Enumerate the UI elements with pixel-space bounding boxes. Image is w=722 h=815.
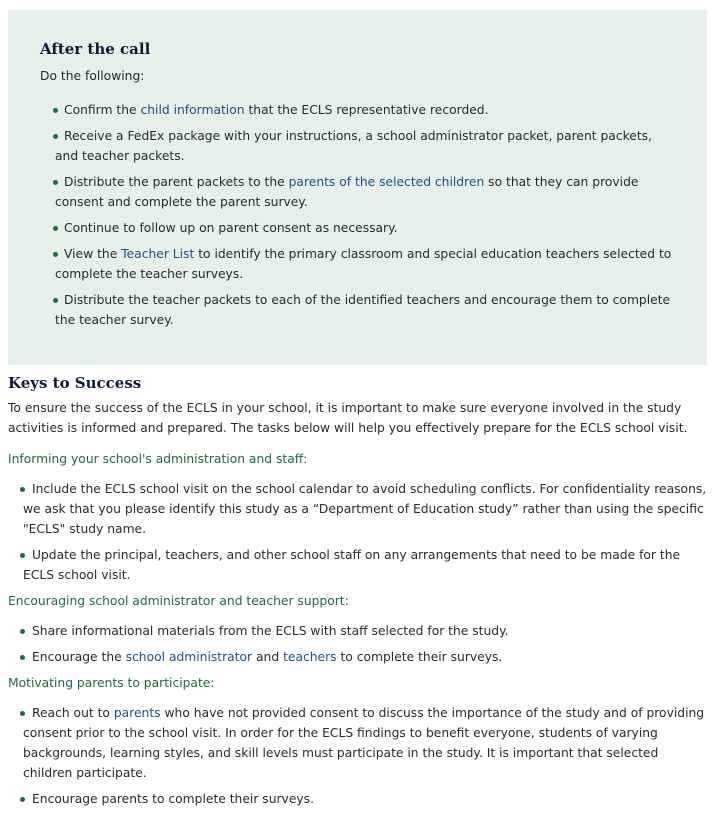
list-item: [40, 126, 679, 166]
list-item: [40, 100, 679, 120]
bullet-icon: [53, 180, 58, 185]
bullet-icon: [20, 629, 25, 634]
list-item-text: [55, 103, 489, 117]
list-item: [8, 789, 708, 809]
list-item: [8, 647, 708, 667]
after-call-callout: [8, 10, 707, 365]
bullet-icon: [20, 655, 25, 660]
text-run: to complete their surveys.: [336, 650, 503, 664]
list-item-text: [23, 548, 680, 582]
list-item: [8, 621, 708, 641]
bullet-icon: [53, 298, 58, 303]
text-run: and: [252, 650, 284, 664]
list-item: [8, 545, 708, 585]
after-call-intro: Do the following:: [40, 69, 145, 83]
text-run: Reach out to: [32, 706, 114, 720]
list-item: [40, 172, 679, 212]
bullet-icon: [53, 134, 58, 139]
text-run: Share informational materials from the ECLS with staff selected for the study.: [32, 624, 509, 638]
text-run: Distribute the teacher packets to each of the identified teachers and encourage them to complete the teacher survey.: [55, 293, 671, 327]
list-item-text: [55, 221, 398, 235]
list-item-text: [23, 624, 509, 638]
text-run: Include the ECLS school visit on the school calendar to avoid scheduling conflicts. For confidentiality reasons, we ask that you please identify this study as a “Department of Education study” rather than using the specific "ECLS" study name.: [23, 482, 707, 536]
text-run: View the: [64, 247, 122, 261]
bullet-icon: [53, 226, 58, 231]
list-item-text: [55, 129, 652, 163]
list-item: [40, 290, 679, 330]
list-item-text: [23, 706, 704, 780]
section-subheading: Informing your school's administration and staff:: [8, 452, 308, 466]
text-run: so that they can provide consent and complete the parent survey.: [55, 175, 639, 209]
section-list: [8, 479, 708, 585]
text-run: Continue to follow up on parent consent as necessary.: [64, 221, 398, 235]
inline-link[interactable]: Teacher List: [121, 247, 195, 261]
text-run: to identify the primary classroom and special education teachers selected to complete the teacher surveys.: [55, 247, 672, 281]
list-item: [40, 244, 679, 284]
inline-link[interactable]: child information: [140, 103, 245, 117]
list-item: [40, 218, 679, 238]
text-run: Encourage parents to complete their surveys.: [32, 792, 314, 806]
text-run: Encourage the: [32, 650, 126, 664]
keys-sections: [8, 449, 708, 809]
text-run: Confirm the: [64, 103, 141, 117]
list-item: [8, 479, 708, 539]
bullet-icon: [20, 711, 25, 716]
list-item-text: [23, 650, 502, 664]
bullet-icon: [20, 553, 25, 558]
list-item: [8, 703, 708, 783]
list-item-text: [23, 792, 314, 806]
bullet-icon: [20, 797, 25, 802]
section-list: [8, 621, 708, 667]
text-run: who have not provided consent to discuss the importance of the study and of providing consent prior to the school visit. In order for the ECLS findings to benefit everyone, students of varying backgrounds, learning styles, and skill levels must participate in the study. It is important that selected children participate.: [23, 706, 705, 780]
list-item-text: [55, 247, 671, 281]
list-item-text: [55, 293, 670, 327]
keys-to-success: [8, 374, 708, 815]
list-item-text: [55, 175, 638, 209]
bullet-icon: [53, 252, 58, 257]
inline-link[interactable]: parents of the selected children: [288, 175, 485, 189]
keys-heading: Keys to Success: [8, 374, 142, 392]
inline-link[interactable]: parents: [113, 706, 161, 720]
section-subheading: Motivating parents to participate:: [8, 676, 215, 690]
text-run: Receive a FedEx package with your instructions, a school administrator packet, parent packets, and teacher packets.: [55, 129, 652, 163]
inline-link[interactable]: school administrator: [125, 650, 253, 664]
text-run: Distribute the parent packets to the: [64, 175, 289, 189]
inline-link[interactable]: teachers: [283, 650, 337, 664]
section-list: [8, 703, 708, 809]
bullet-icon: [20, 487, 25, 492]
text-run: that the ECLS representative recorded.: [244, 103, 489, 117]
after-call-heading: After the call: [40, 40, 151, 58]
after-call-list: [40, 100, 679, 330]
text-run: Update the principal, teachers, and other school staff on any arrangements that need to be made for the ECLS school visit.: [23, 548, 681, 582]
bullet-icon: [53, 108, 58, 113]
list-item-text: [23, 482, 706, 536]
keys-lead: To ensure the success of the ECLS in your school, it is important to make sure everyone involved in the study activities is informed and prepared. The tasks below will help you effectively prepare for the ECLS school visit.: [8, 401, 688, 435]
section-subheading: Encouraging school administrator and teacher support:: [8, 594, 349, 608]
